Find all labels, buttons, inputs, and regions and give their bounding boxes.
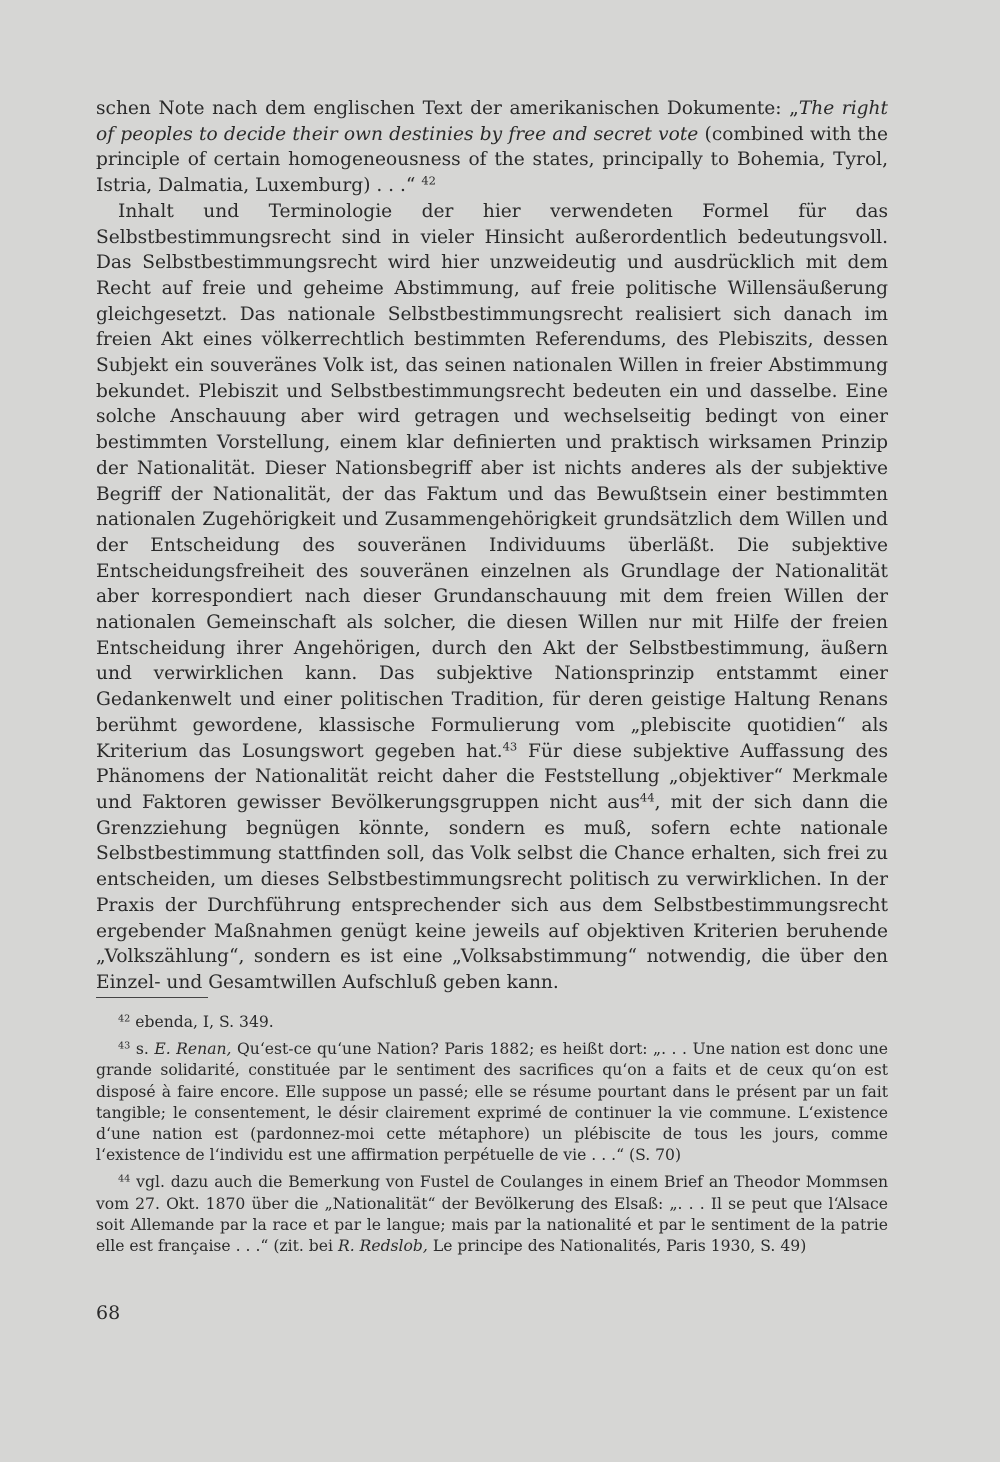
- footnote-ref-42: 42: [421, 173, 436, 188]
- page-number: 68: [96, 1302, 121, 1324]
- footnotes: [96, 1012, 888, 1263]
- footnote-42: [96, 1012, 888, 1033]
- footnote-text: vgl. dazu auch die Bemerkung von Fustel de Coulanges in einem Brief an Theodor Mommsen vom 27. Okt. 1870 über die „Nationalität“ der Bevölkerung des Elsaß: „. . . Il se peut que l‘Alsace soit Allemande par la race et par le langue; mais par la nationalité et par le sentiment de la patrie elle est française . . .“ (zit. bei: [96, 1173, 888, 1256]
- paragraph-2: [96, 199, 888, 996]
- footnote-43: [96, 1039, 888, 1166]
- paragraph-1-quote-italic: The right of peoples to decide their own destinies by free and secret vote: [96, 98, 888, 145]
- paragraph-1: [96, 96, 888, 199]
- footnote-divider: [96, 997, 208, 998]
- paragraph-1-text-a: schen Note nach dem englischen Text der amerikanischen Dokumente: „: [96, 98, 799, 119]
- footnote-text: Le principe des Nationalités, Paris 1930, S. 49): [427, 1237, 807, 1256]
- paragraph-2-text-b: Für diese subjektive Auffassung des Phänomens der Nationalität reicht daher die Feststellung „objektiver“ Merkmale und Faktoren gewisser Bevölkerungsgruppen nicht aus: [96, 740, 888, 813]
- footnote-44: [96, 1172, 888, 1257]
- footnote-text: Qu‘est-ce qu‘une Nation? Paris 1882; es heißt dort: „. . . Une nation est donc une grande solidarité, constituée par le sentiment des sacrifices qu‘on a faits et de ceux qu‘on est disposé à faire encore. Elle suppose un passé; elle se résume pourtant dans le présent par un fait tangible; le consentement, le désir clairement exprimé de continuer la vie commune. L‘existence d‘une nation est (pardonnez-moi cette métaphore) un plébiscite de tous les jours, comme l‘existence de l‘individu est une affirmation perpétuelle de vie . . .“ (S. 70): [96, 1040, 889, 1165]
- footnote-number: 42: [118, 1013, 131, 1025]
- paragraph-2-text-a: Inhalt und Terminologie der hier verwendeten Formel für das Selbstbestimmungsrecht sind in vieler Hinsicht außerordentlich bedeutungsvoll. Das Selbstbestimmungsrecht wird hier unzweideutig und ausdrücklich mit dem Recht auf freie und geheime Abstimmung, auf freie politische Willensäußerung gleichgesetzt. Das nationale Selbstbestimmungsrecht realisiert sich danach im freien Akt eines völkerrechtlich bestimmten Referendums, des Plebiszits, dessen Subjekt ein souveränes Volk ist, das seinen nationalen Willen in freier Abstimmung bekundet. Plebiszit und Selbstbestimmungsrecht bedeuten ein und dasselbe. Eine solche Anschauung aber wird getragen und wechselseitig bedingt von einer bestimmten Vorstellung, einem klar definierten und praktisch wirksamen Prinzip der Nationalität. Dieser Nationsbegriff aber ist nichts anderes als der subjektive Begriff der Nationalität, der das Faktum und das Bewußtsein einer bestimmten nationalen Zugehörigkeit und Zusammengehörigkeit grundsätzlich dem Willen und der Entscheidung des souveränen Individuums überläßt. Die subjektive Entscheidungsfreiheit des souveränen einzelnen als Grundlage der Nationalität aber korrespondiert nach dieser Grundanschauung mit dem freien Willen der nationalen Gemeinschaft als solcher, die diesen Willen nur mit Hilfe der freien Entscheidung ihrer Angehörigen, durch den Akt der Selbstbestimmung, äußern und verwirklichen kann. Das subjektive Nationsprinzip entstammt einer Gedankenwelt und einer politischen Tradition, für deren geistige Haltung Renans berühmt gewordene, klassische Formulierung vom „plebiscite quotidien“ als Kriterium das Losungswort gegeben hat.: [96, 200, 888, 762]
- footnote-number: 44: [118, 1174, 131, 1186]
- paragraph-2-text-c: , mit der sich dann die Grenzziehung begnügen könnte, sondern es muß, sofern echte nationale Selbstbestimmung stattfinden soll, das Volk selbst die Chance erhalten, sich frei zu entscheiden, um dieses Selbstbestimmungsrecht politisch zu verwirklichen. In der Praxis der Durchführung entsprechender sich aus dem Selbstbestimmungsrecht ergebender Maßnahmen genügt keine jeweils auf objektiven Kriterien beruhende „Volkszählung“, sondern es ist eine „Volksabstimmung“ notwendig, die über den Einzel- und Gesamtwillen Aufschluß geben kann.: [96, 791, 888, 993]
- footnote-author: R. Redslob,: [337, 1237, 428, 1256]
- main-text: [96, 96, 888, 996]
- paragraph-1-text-b: (combined with the principle of certain homogeneousness of the states, principally to Bohemia, Tyrol, Istria, Dalmatia, Luxemburg) . . .“: [96, 123, 889, 197]
- footnote-number: 43: [118, 1040, 131, 1052]
- footnote-text: s.: [130, 1040, 155, 1059]
- footnote-author: E. Renan,: [154, 1040, 232, 1059]
- footnote-ref-43: 43: [502, 739, 518, 754]
- footnote-text: ebenda, I, S. 349.: [130, 1013, 274, 1031]
- footnote-ref-44: 44: [639, 790, 655, 805]
